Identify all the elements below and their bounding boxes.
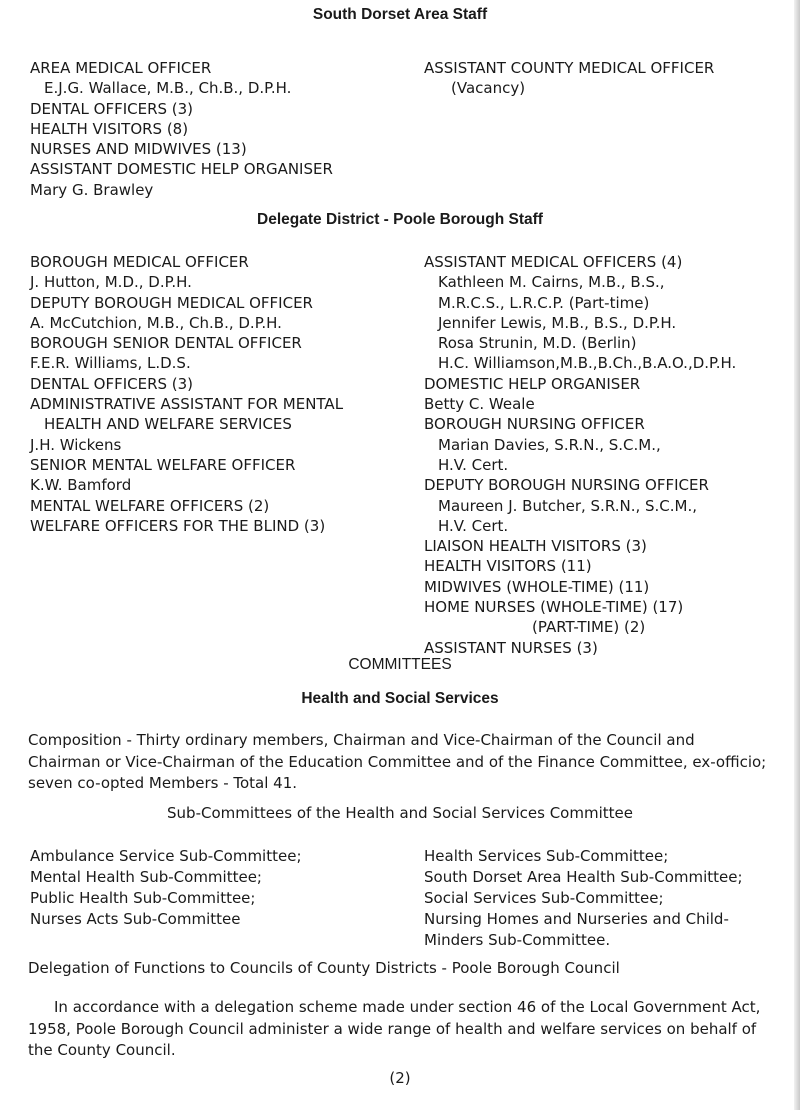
list-line: DENTAL OFFICERS (3) — [30, 99, 194, 118]
list-line: MENTAL WELFARE OFFICERS (2) — [30, 496, 270, 515]
list-line: Maureen J. Butcher, S.R.N., S.C.M., — [438, 496, 698, 515]
list-line: H.V. Cert. — [438, 455, 509, 474]
list-line: Nursing Homes and Nurseries and Child- — [424, 910, 729, 928]
list-line: ADMINISTRATIVE ASSISTANT FOR MENTAL — [30, 395, 344, 414]
list-line: H.V. Cert. — [438, 516, 509, 535]
list-line: A. McCutchion, M.B., Ch.B., D.P.H. — [30, 313, 282, 332]
list-line: MIDWIVES (WHOLE-TIME) (11) — [424, 577, 650, 596]
south-dorset-right-column — [424, 58, 714, 99]
list-line: J.H. Wickens — [30, 435, 122, 454]
list-line: Social Services Sub-Committee; — [424, 889, 664, 907]
list-line: Betty C. Weale — [424, 395, 535, 414]
list-line: LIAISON HEALTH VISITORS (3) — [424, 537, 647, 556]
list-line: Rosa Strunin, M.D. (Berlin) — [438, 334, 637, 353]
list-line: HOME NURSES (WHOLE-TIME) (17) — [424, 598, 684, 617]
list-line: (Vacancy) — [451, 79, 526, 98]
south-dorset-left-column — [30, 58, 333, 200]
list-line: AREA MEDICAL OFFICER — [30, 59, 212, 77]
list-line: J. Hutton, M.D., D.P.H. — [30, 273, 192, 292]
list-line: E.J.G. Wallace, M.B., Ch.B., D.P.H. — [44, 79, 292, 98]
composition-paragraph: Composition - Thirty ordinary members, Chairman and Vice-Chairman of the Council and Chairman or Vice-Chairman of the Education Committee and of the Finance Committee, ex-officio; seven co-opted Members - Total 41. — [28, 731, 767, 792]
poole-heading: Delegate District - Poole Borough Staff — [257, 211, 543, 228]
list-line: DEPUTY BOROUGH MEDICAL OFFICER — [30, 293, 313, 312]
list-line: Mental Health Sub-Committee; — [30, 868, 262, 886]
list-line: K.W. Bamford — [30, 476, 132, 495]
list-line: Kathleen M. Cairns, M.B., B.S., — [438, 273, 665, 292]
list-line: HEALTH VISITORS (8) — [30, 119, 189, 138]
delegation-paragraph: In accordance with a delegation scheme made under section 46 of the Local Government Act, 1958, Poole Borough Council administer a wide range of health and welfare services on behalf of the County Council. — [28, 998, 761, 1059]
list-line: DENTAL OFFICERS (3) — [30, 374, 194, 393]
delegation-heading: Delegation of Functions to Councils of County Districts - Poole Borough Council — [28, 959, 620, 977]
list-line: SENIOR MENTAL WELFARE OFFICER — [30, 455, 296, 474]
committees-subheading: Health and Social Services — [301, 690, 499, 707]
list-line: H.C. Williamson,M.B.,B.Ch.,B.A.O.,D.P.H. — [438, 354, 737, 373]
list-line: Health Services Sub-Committee; — [424, 847, 669, 865]
subcommittees-heading: Sub-Committees of the Health and Social Services Committee — [167, 804, 633, 822]
list-line: M.R.C.S., L.R.C.P. (Part-time) — [438, 293, 650, 312]
page-number: (2) — [389, 1069, 411, 1087]
list-line: Nurses Acts Sub-Committee — [30, 910, 241, 928]
list-line: ASSISTANT COUNTY MEDICAL OFFICER — [424, 59, 715, 77]
committees-heading: COMMITTEES — [348, 656, 452, 673]
list-line: NURSES AND MIDWIVES (13) — [30, 140, 247, 159]
list-line: Mary G. Brawley — [30, 180, 154, 199]
list-line: BOROUGH NURSING OFFICER — [424, 415, 645, 434]
list-line: BOROUGH MEDICAL OFFICER — [30, 253, 249, 271]
poole-left-column — [30, 252, 343, 536]
list-line: BOROUGH SENIOR DENTAL OFFICER — [30, 334, 302, 353]
subcommittees-left — [30, 846, 302, 930]
list-line: F.E.R. Williams, L.D.S. — [30, 354, 191, 373]
subcommittees-right — [424, 846, 743, 951]
poole-right-column — [424, 252, 736, 658]
list-line: Minders Sub-Committee. — [424, 931, 611, 949]
list-line: HEALTH AND WELFARE SERVICES — [44, 415, 292, 434]
list-line: Jennifer Lewis, M.B., B.S., D.P.H. — [438, 313, 677, 332]
list-line: DEPUTY BOROUGH NURSING OFFICER — [424, 476, 709, 495]
list-line: Marian Davies, S.R.N., S.C.M., — [438, 435, 661, 454]
list-line: WELFARE OFFICERS FOR THE BLIND (3) — [30, 516, 326, 535]
list-line: ASSISTANT DOMESTIC HELP ORGANISER — [30, 160, 333, 179]
list-line: HEALTH VISITORS (11) — [424, 557, 592, 576]
list-line: ASSISTANT NURSES (3) — [424, 638, 598, 657]
page-edge-shadow — [794, 0, 800, 1110]
list-line: DOMESTIC HELP ORGANISER — [424, 374, 641, 393]
list-line: South Dorset Area Health Sub-Committee; — [424, 868, 743, 886]
list-line: (PART-TIME) (2) — [532, 618, 646, 637]
list-line: Ambulance Service Sub-Committee; — [30, 847, 302, 865]
south-dorset-heading: South Dorset Area Staff — [312, 6, 488, 23]
list-line: ASSISTANT MEDICAL OFFICERS (4) — [424, 253, 683, 271]
list-line: Public Health Sub-Committee; — [30, 889, 256, 907]
